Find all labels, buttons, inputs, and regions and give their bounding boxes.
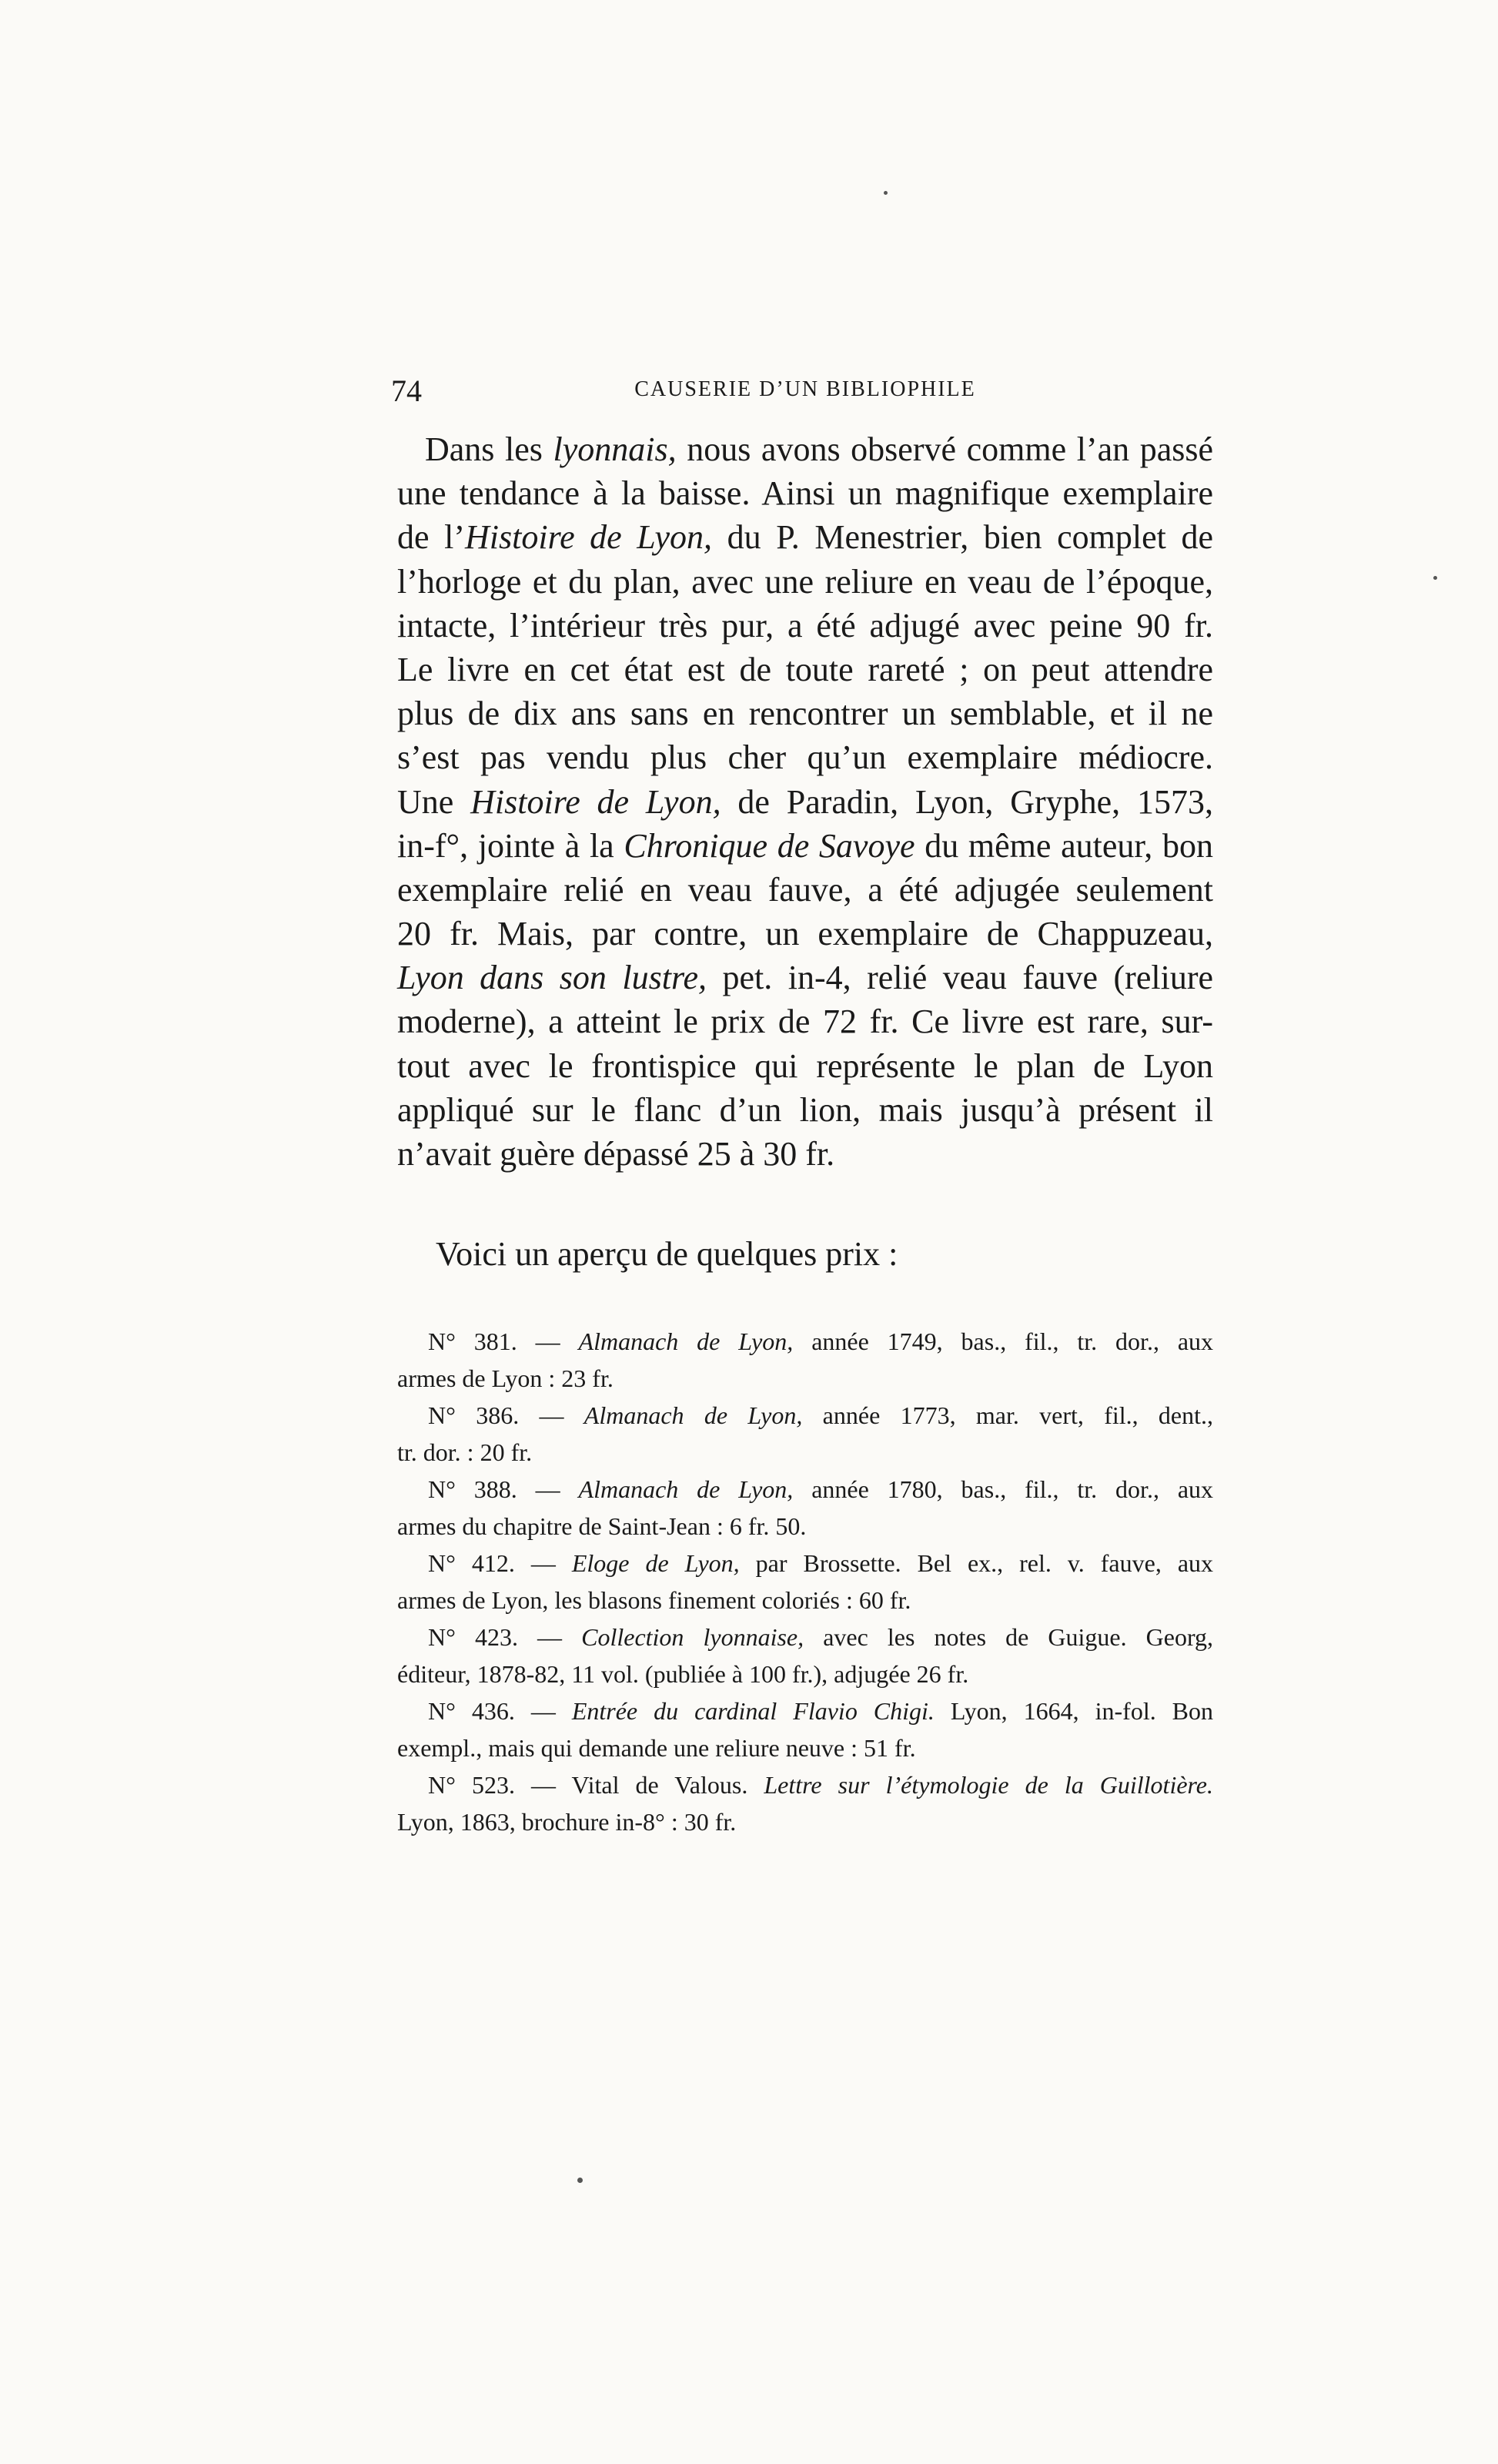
italic-title: Eloge de Lyon,	[571, 1549, 740, 1577]
entry-line	[397, 1397, 1213, 1434]
text-line	[397, 604, 1213, 648]
page-header	[391, 373, 1219, 419]
text-run: du même auteur, bon	[915, 826, 1213, 865]
main-paragraph	[397, 427, 1213, 1176]
text-line	[397, 1132, 1213, 1176]
entry-line	[397, 1619, 1213, 1656]
text-run: éditeur, 1878-82, 11 vol. (publiée à 100 fr.), adjugée 26 fr.	[397, 1660, 969, 1688]
text-run: N° 523. — Vital de Valous.	[428, 1771, 764, 1799]
text-run: par Brossette. Bel ex., rel. v. fauve, aux	[739, 1549, 1214, 1577]
running-head: CAUSERIE D’UN BIBLIOPHILE	[634, 377, 976, 401]
italic-title: Almanach de Lyon,	[578, 1327, 794, 1355]
italic-title: Entrée du cardinal Flavio Chigi.	[571, 1697, 935, 1725]
text-run: armes de Lyon : 23 fr.	[397, 1364, 614, 1392]
page-number: 74	[391, 373, 422, 408]
italic-title: Lettre sur l’étymologie de la Guillotière.	[764, 1771, 1214, 1799]
text-run: N° 423. —	[428, 1623, 582, 1651]
entry-line	[397, 1471, 1213, 1508]
entry-line	[397, 1656, 1213, 1692]
text-line	[397, 999, 1213, 1043]
text-run: N° 388. —	[428, 1475, 579, 1503]
text-run: armes de Lyon, les blasons finement coloriés : 60 fr.	[397, 1586, 911, 1614]
text-line	[397, 912, 1213, 956]
text-run: du P. Menestrier, bien complet de	[712, 518, 1213, 557]
text-run: année 1749, bas., fil., tr. dor., aux	[793, 1327, 1214, 1355]
paper-speck	[577, 2178, 583, 2183]
text-run: avec les notes de Guigue. Georg,	[804, 1623, 1214, 1651]
text-line	[397, 1088, 1213, 1132]
text-line	[397, 648, 1213, 691]
text-line	[397, 868, 1213, 912]
text-run: exempl., mais qui demande une reliure neuve : 51 fr.	[397, 1734, 916, 1762]
text-run: de Paradin, Lyon, Gryphe, 1573,	[721, 782, 1214, 821]
text-run: tr. dor. : 20 fr.	[397, 1438, 533, 1466]
italic-title: Chronique de Savoye	[624, 826, 915, 865]
entry-line	[397, 1766, 1213, 1803]
entry-line	[397, 1692, 1213, 1729]
price-intro: Voici un aperçu de quelques prix :	[436, 1235, 898, 1273]
text-run: s’est pas vendu plus cher qu’un exemplaire médiocre.	[397, 738, 1213, 777]
text-line	[397, 1044, 1213, 1088]
text-run: moderne), a atteint le prix de 72 fr. Ce livre est rare, sur-	[397, 1003, 1213, 1041]
text-run: N° 381. —	[428, 1327, 579, 1355]
text-run: Lyon, 1863, brochure in-8° : 30 fr.	[397, 1808, 737, 1836]
text-run: l’horloge et du plan, avec une reliure en veau de l’époque,	[397, 562, 1213, 601]
text-run: intacte, l’intérieur très pur, a été adjugé avec peine 90 fr.	[397, 606, 1213, 644]
text-run: in-f°, jointe à la	[397, 826, 624, 865]
text-run: N° 386. —	[428, 1401, 584, 1429]
entry-line	[397, 1360, 1213, 1397]
text-run: tout avec le frontispice qui représente le plan de Lyon	[397, 1046, 1213, 1085]
italic-title: Lyon dans son lustre,	[397, 959, 707, 997]
text-run: une tendance à la baisse. Ainsi un magnifique exemplaire	[397, 474, 1213, 513]
text-run: armes du chapitre de Saint-Jean : 6 fr. 50.	[397, 1512, 807, 1540]
text-run: pet. in-4, relié veau fauve (reliure	[707, 959, 1213, 997]
text-run: nous avons observé comme l’an passé	[676, 430, 1213, 468]
entry-line	[397, 1323, 1213, 1360]
text-line	[397, 735, 1213, 779]
text-run: n’avait guère dépassé 25 à 30 fr.	[397, 1135, 835, 1173]
entry-line	[397, 1729, 1213, 1766]
italic-title: Histoire de Lyon,	[470, 782, 721, 821]
text-line	[397, 471, 1213, 515]
text-line	[397, 956, 1213, 999]
text-line	[397, 515, 1213, 559]
text-line	[397, 560, 1213, 604]
text-line	[397, 691, 1213, 735]
entry-line	[397, 1803, 1213, 1840]
entry-line	[397, 1582, 1213, 1619]
entry-line	[397, 1545, 1213, 1582]
text-run: 20 fr. Mais, par contre, un exemplaire de Chappuzeau,	[397, 915, 1213, 953]
text-run: de l’	[397, 518, 465, 557]
text-run: plus de dix ans sans en rencontrer un semblable, et il ne	[397, 695, 1213, 733]
text-run: Lyon, 1664, in-fol. Bon	[934, 1697, 1214, 1725]
text-run: Le livre en cet état est de toute rareté ; on peut attendre	[397, 650, 1213, 688]
entry-line	[397, 1508, 1213, 1545]
price-entries	[397, 1323, 1213, 1840]
entry-line	[397, 1434, 1213, 1471]
text-run: appliqué sur le flanc d’un lion, mais jusqu’à présent il	[397, 1090, 1213, 1129]
text-line	[397, 780, 1213, 824]
text-run: Dans les	[425, 430, 553, 468]
paper-speck	[884, 191, 888, 195]
text-run: année 1773, mar. vert, fil., dent.,	[802, 1401, 1214, 1429]
text-line	[397, 427, 1213, 471]
italic-title: Collection lyonnaise,	[581, 1623, 804, 1651]
italic-title: Almanach de Lyon,	[578, 1475, 794, 1503]
italic-title: Almanach de Lyon,	[583, 1401, 803, 1429]
paper-speck	[1433, 576, 1437, 580]
text-run: exemplaire relié en veau fauve, a été adjugée seulement	[397, 870, 1213, 909]
text-line	[397, 824, 1213, 868]
italic-title: Histoire de Lyon,	[465, 518, 712, 557]
text-run: année 1780, bas., fil., tr. dor., aux	[793, 1475, 1214, 1503]
text-run: Une	[397, 782, 471, 821]
italic-title: lyonnais,	[553, 430, 677, 468]
text-run: N° 412. —	[428, 1549, 572, 1577]
text-run: N° 436. —	[428, 1697, 572, 1725]
